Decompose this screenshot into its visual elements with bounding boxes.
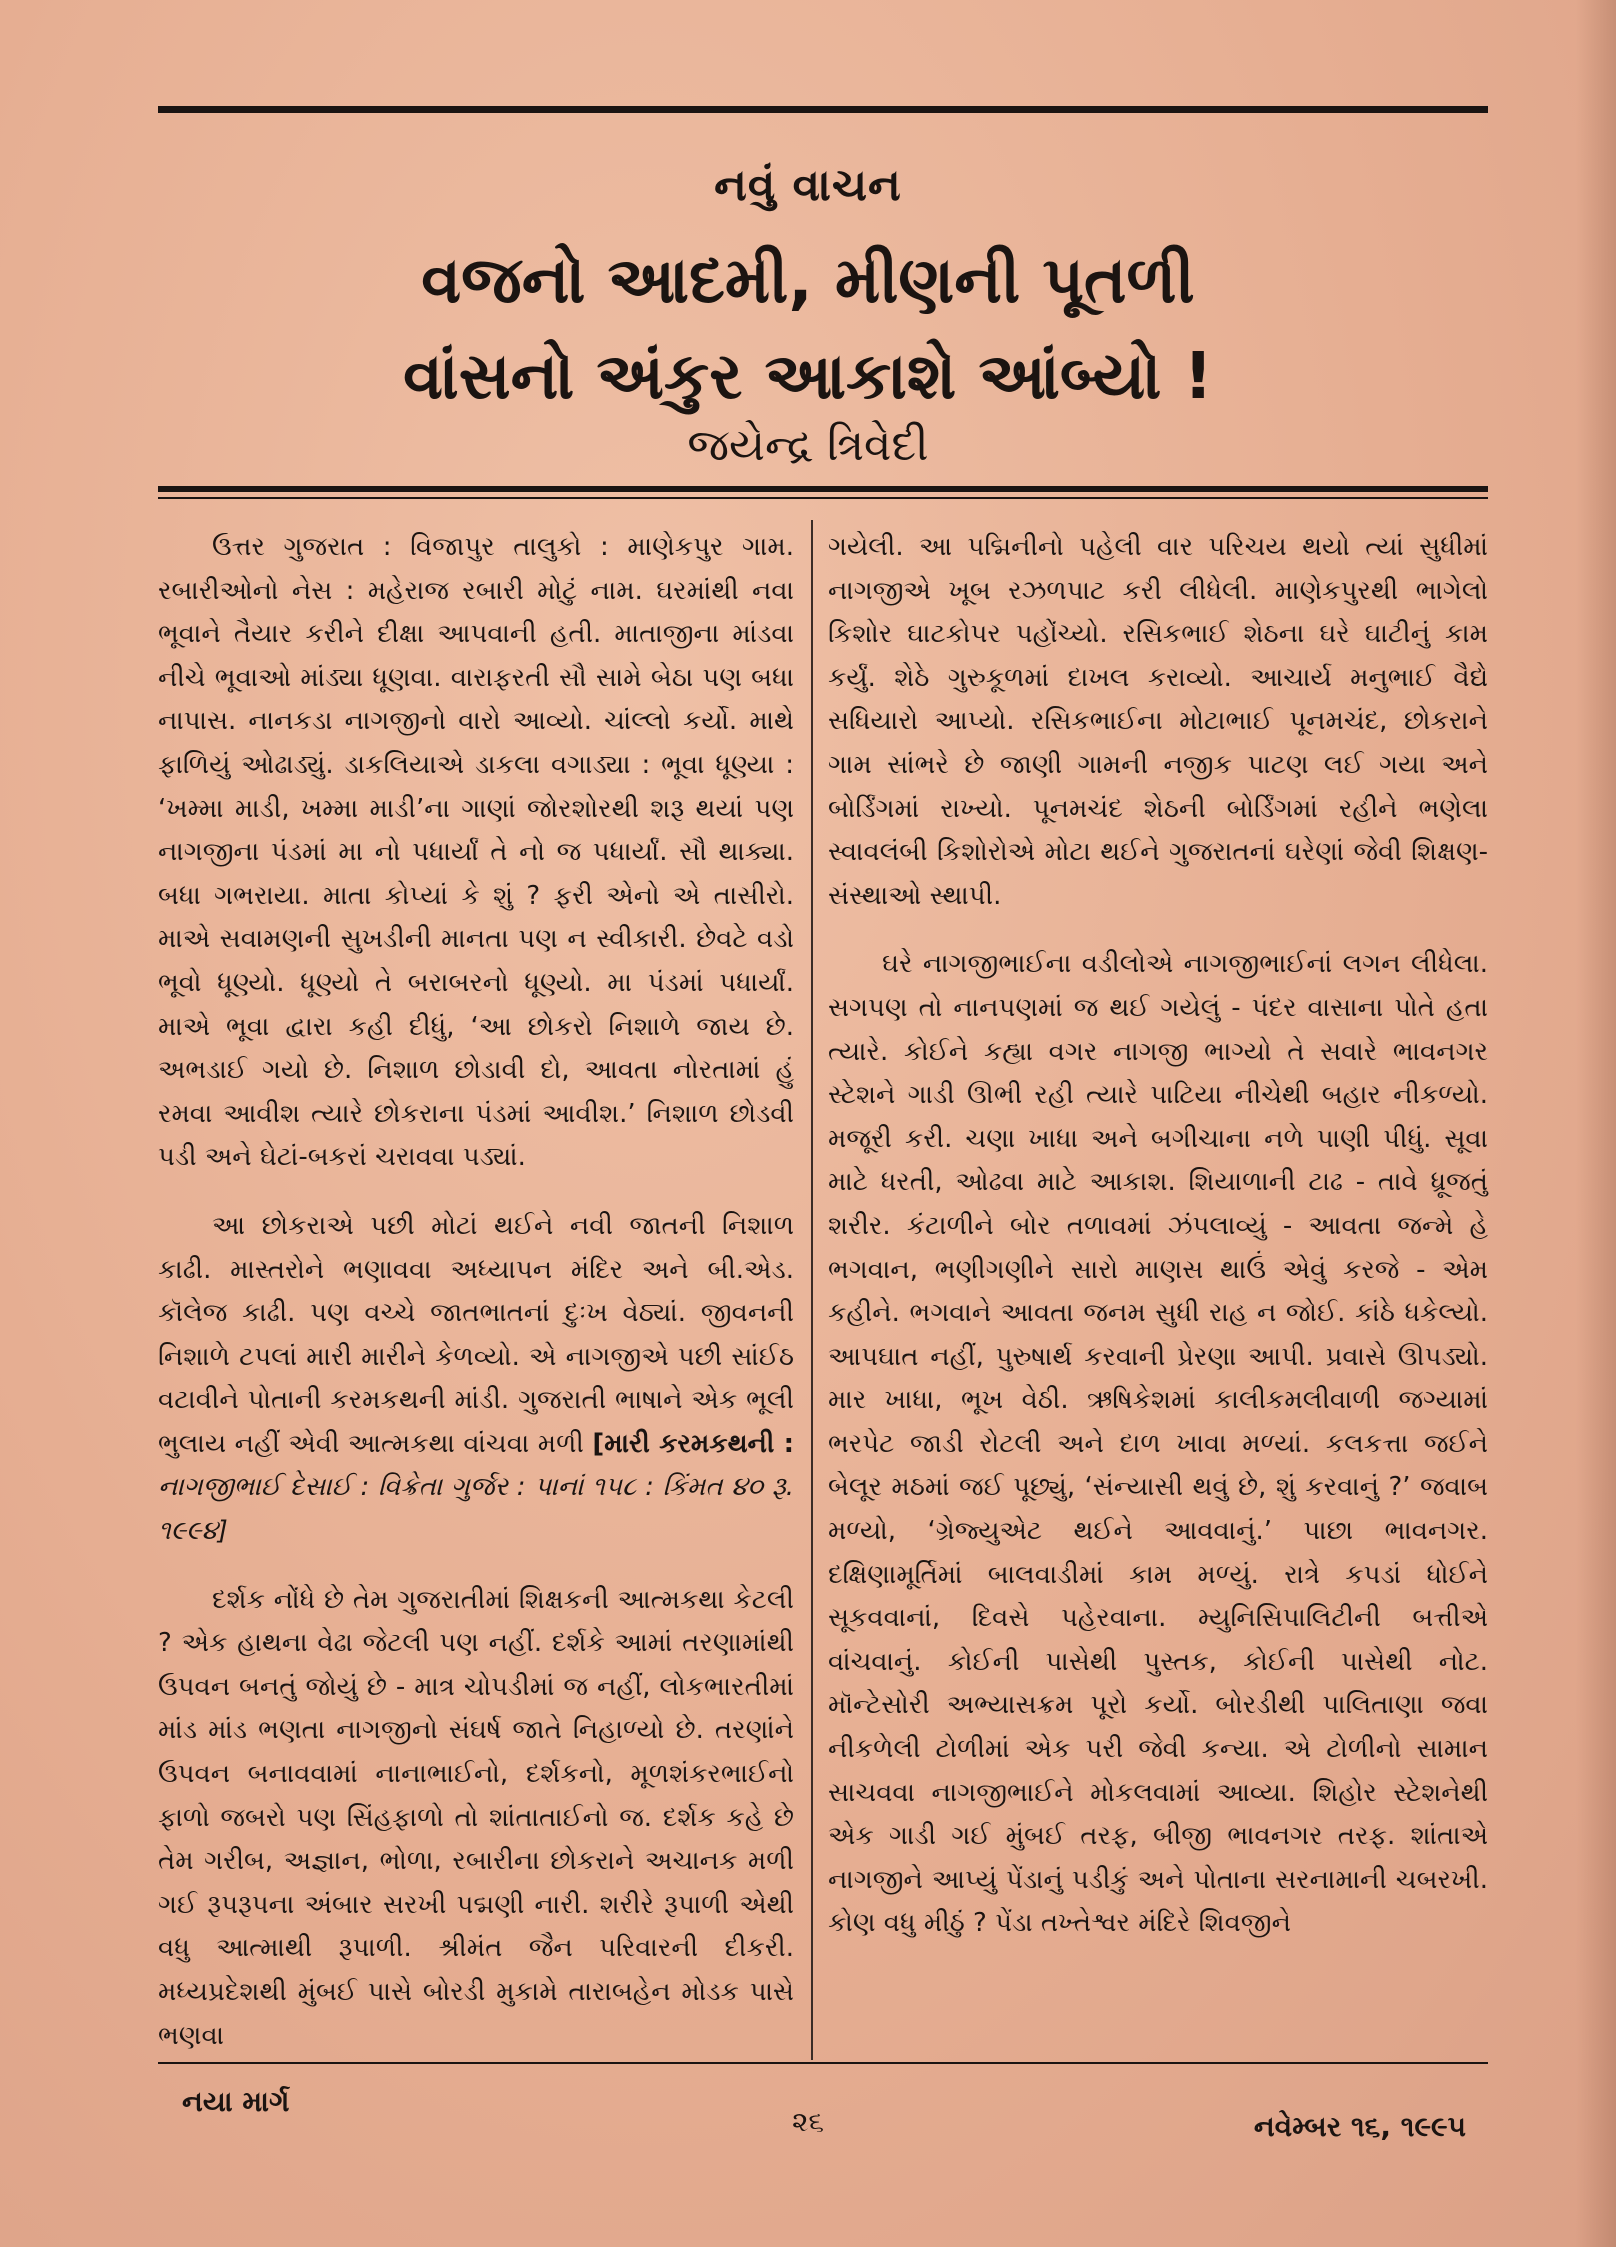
right-paragraph-1: ગયેલી. આ પદ્મિનીનો પહેલી વાર પરિચય થયો ત્યાં સુધીમાં નાગજીએ ખૂબ રઝળપાટ કરી લીધેલી. માણેકપુરથી ભાગેલો કિશોર ઘાટકોપર પહોંચ્યો. રસિકભાઈ શેઠના ઘરે ઘાટીનું કામ કર્યું. શેઠે ગુરુકૂળમાં દાખલ કરાવ્યો. આચાર્ય મનુભાઈ વૈદ્યે સધિયારો આપ્યો. રસિકભાઈના મોટાભાઈ પૂનમચંદ, છોકરાને ગામ સાંભરે છે જાણી ગામની નજીક પાટણ લઈ ગયા અને બોર્ડિંગમાં રાખ્યો. પૂનમચંદ શેઠની બોર્ડિંગમાં રહીને ભણેલા સ્વાવલંબી કિશોરોએ મોટા થઈને ગુજરાતનાં ઘરેણાં જેવી શિક્ષણ-સંસ્થાઓ સ્થાપી. bbox=[828, 532, 1488, 911]
author-byline: જયેન્દ્ર ત્રિવેદી bbox=[687, 420, 929, 471]
left-paragraph-2-text: આ છોકરાએ પછી મોટાં થઈને નવી જાતની નિશાળ કાઢી. માસ્તરોને ભણાવવા અધ્યાપન મંદિર અને બી.એડ. કૉલેજ કાઢી. પણ વચ્ચે જાતભાતનાં દુઃખ વેઠ્યાં. જીવનની નિશાળે ટપલાં મારી મારીને કેળવ્યો. એ નાગજીએ પછી સાંઈઠ વટાવીને પોતાની કરમકથની માંડી. ગુજરાતી ભાષાને એક ભૂલી ભુલાય નહીં એવી આત્મકથા વાંચવા મળી bbox=[158, 1210, 794, 1459]
publication-name: નયા માર્ગ bbox=[182, 2085, 290, 2118]
left-paragraph-3: દર્શક નોંધે છે તેમ ગુજરાતીમાં શિક્ષકની આત્મકથા કેટલી ? એક હાથના વેઢા જેટલી પણ નહીં. દર્શકે આમાં તરણામાંથી ઉપવન બનતું જોયું છે - માત્ર ચોપડીમાં જ નહીં, લોકભારતીમાં માંડ માંડ ભણતા નાગજીનો સંઘર્ષ જાતે નિહાળ્યો છે. તરણાંને ઉપવન બનાવવામાં નાનાભાઈનો, દર્શકનો, મૂળશંકરભાઈનો ફાળો જબરો પણ સિંહફાળો તો શાંતાતાઈનો જ. દર્શક કહે છે તેમ ગરીબ, અજ્ઞાન, ભોળા, રબારીના છોકરાને અચાનક મળી ગઈ રૂપરૂપના અંબાર સરખી પદ્મણી નારી. શરીરે રૂપાળી એથી વધુ આત્માથી રૂપાળી. શ્રીમંત જૈન પરિવારની દીકરી. મધ્યપ્રદેશથી મુંબઈ પાસે બોરડી મુકામે તારાબહેન મોડક પાસે ભણવા bbox=[158, 1584, 794, 2051]
issue-date: નવેમ્બર ૧૬, ૧૯૯૫ bbox=[1253, 2110, 1466, 2143]
article-title-line-2: વાંસનો અંકુર આકાશે આંબ્યો ! bbox=[403, 340, 1213, 414]
header-rule-thick bbox=[158, 486, 1488, 492]
right-column bbox=[828, 526, 1488, 1946]
top-rule bbox=[158, 106, 1488, 113]
article-title-line-1: વજનો આદમી, મીણની પૂતળી bbox=[421, 244, 1195, 318]
page-edge-shadow bbox=[1576, 0, 1616, 2247]
left-column bbox=[158, 526, 794, 2058]
header-rule-thin bbox=[158, 497, 1488, 499]
column-divider bbox=[811, 520, 813, 2060]
left-paragraph-2 bbox=[158, 1205, 794, 1554]
book-title-citation: [મારી કરમકથની : bbox=[592, 1428, 794, 1459]
section-kicker: નવું વાચન bbox=[714, 160, 902, 211]
footer-rule bbox=[158, 2062, 1488, 2064]
book-details-citation: નાગજીભાઈ દેસાઈ : વિક્રેતા ગુર્જર : પાનાં ૧૫૮ : કિંમત ૪૦ રૂ. ૧૯૯૪] bbox=[158, 1472, 794, 1547]
right-paragraph-2: ઘરે નાગજીભાઈના વડીલોએ નાગજીભાઈનાં લગન લીધેલા. સગપણ તો નાનપણમાં જ થઈ ગયેલું - પંદર વાસાના પોતે હતા ત્યારે. કોઈને કહ્યા વગર નાગજી ભાગ્યો તે સવારે ભાવનગર સ્ટેશને ગાડી ઊભી રહી ત્યારે પાટિયા નીચેથી બહાર નીકળ્યો. મજૂરી કરી. ચણા ખાધા અને બગીચાના નળે પાણી પીધું. સૂવા માટે ધરતી, ઓઢવા માટે આકાશ. શિયાળાની ટાઢ - તાવે ધ્રૂજતું શરીર. કંટાળીને બોર તળાવમાં ઝંપલાવ્યું - આવતા જન્મે હે ભગવાન, ભણીગણીને સારો માણસ થાઉં એવું કરજે - એમ કહીને. ભગવાને આવતા જનમ સુધી રાહ ન જોઈ. કાંઠે ધકેલ્યો. આપઘાત નહીં, પુરુષાર્થ કરવાની પ્રેરણા આપી. પ્રવાસે ઊપડ્યો. માર ખાધા, ભૂખ વેઠી. ઋષિકેશમાં કાલીકમલીવાળી જગ્યામાં ભરપેટ જાડી રોટલી અને દાળ ખાવા મળ્યાં. કલકત્તા જઈને બેલૂર મઠમાં જઈ પૂછ્યું, ‘સંન્યાસી થવું છે, શું કરવાનું ?’ જવાબ મળ્યો, ‘ગ્રેજ્યુએટ થઈને આવવાનું.’ પાછા ભાવનગર. દક્ષિણામૂર્તિમાં બાલવાડીમાં કામ મળ્યું. રાત્રે કપડાં ધોઈને સૂકવવાનાં, દિવસે પહેરવાના. મ્યુનિસિપાલિટીની બત્તીએ વાંચવાનું. કોઈની પાસેથી પુસ્તક, કોઈની પાસેથી નોટ. મૉન્ટેસોરી અભ્યાસક્રમ પૂરો કર્યો. બોરડીથી પાલિતાણા જવા નીકળેલી ટોળીમાં એક પરી જેવી કન્યા. એ ટોળીનો સામાન સાચવવા નાગજીભાઈને મોકલવામાં આવ્યા. શિહોર સ્ટેશનેથી એક ગાડી ગઈ મુંબઈ તરફ, બીજી ભાવનગર તરફ. શાંતાએ નાગજીને આપ્યું પેંડાનું પડીકું અને પોતાના સરનામાની ચબરખી. કોણ વધુ મીઠું ? પેંડા તખ્તેશ્વર મંદિરે શિવજીને bbox=[828, 949, 1488, 1939]
page-number: ૨૬ bbox=[791, 2105, 825, 2138]
left-paragraph-1: ઉત્તર ગુજરાત : વિજાપુર તાલુકો : માણેકપુર ગામ. રબારીઓનો નેસ : મહેરાજ રબારી મોટું નામ. ઘરમાંથી નવા ભૂવાને તૈયાર કરીને દીક્ષા આપવાની હતી. માતાજીના માંડવા નીચે ભૂવાઓ માંડ્યા ધૂણવા. વારાફરતી સૌ સામે બેઠા પણ બધા નાપાસ. નાનકડા નાગજીનો વારો આવ્યો. ચાંલ્લો કર્યો. માથે ફાળિયું ઓઢાડ્યું. ડાકલિયાએ ડાકલા વગાડ્યા : ભૂવા ધૂણ્યા : ‘ખમ્મા માડી, ખમ્મા માડી’ના ગાણાં જોરશોરથી શરૂ થયાં પણ નાગજીના પંડમાં મા નો પધાર્યાં તે નો જ પધાર્યાં. સૌ થાક્યા. બધા ગભરાયા. માતા કોપ્યાં કે શું ? ફરી એનો એ તાસીરો. માએ સવામણની સુખડીની માનતા પણ ન સ્વીકારી. છેવટે વડો ભૂવો ધૂણ્યો. ધૂણ્યો તે બરાબરનો ધૂણ્યો. મા પંડમાં પધાર્યાં. માએ ભૂવા દ્વારા કહી દીધું, ‘આ છોકરો નિશાળે જાય છે. અભડાઈ ગયો છે. નિશાળ છોડાવી દો, આવતા નોરતામાં હું રમવા આવીશ ત્યારે છોકરાના પંડમાં આવીશ.’ નિશાળ છોડવી પડી અને ઘેટાં-બકરાં ચરાવવા પડ્યાં. bbox=[158, 532, 794, 1173]
